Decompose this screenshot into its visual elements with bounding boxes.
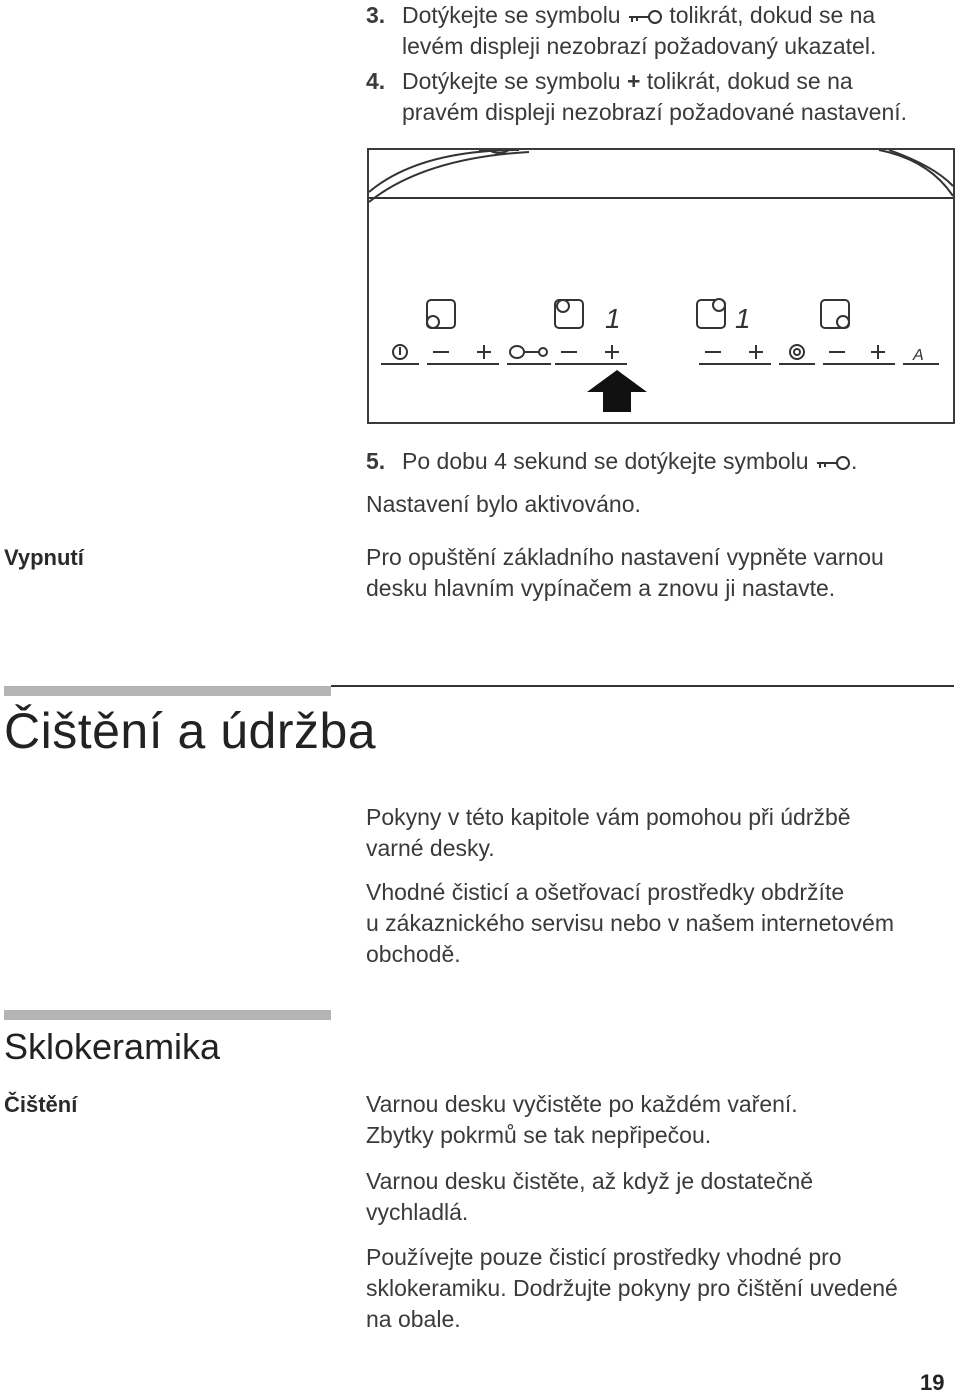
cisteni-paragraph-3: Používejte pouze čisticí prostředky vhodné pro sklokeramiku. Dodržujte pokyny pro čištění uvedené na obale. bbox=[366, 1244, 898, 1332]
key-icon bbox=[627, 8, 663, 26]
vypnuti-text: Pro opuštění základního nastavení vypněte varnou desku hlavním vypínačem a znovu ji nastavte. bbox=[366, 544, 884, 601]
intro-paragraph-2: Vhodné čisticí a ošetřovací prostředky obdržíte u zákaznického servisu nebo v našem internetovém obchodě. bbox=[366, 879, 895, 967]
step-4 bbox=[366, 66, 956, 128]
cisteni-label: Čištění bbox=[4, 1092, 78, 1117]
svg-text:1: 1 bbox=[735, 303, 751, 334]
step-text: Dotýkejte se symbolu bbox=[402, 68, 621, 94]
svg-text:1: 1 bbox=[605, 303, 621, 334]
step-result: Nastavení bylo aktivováno. bbox=[366, 491, 641, 517]
vypnuti-label: Vypnutí bbox=[4, 545, 84, 570]
section-title: Čištění a údržba bbox=[4, 703, 377, 759]
cooktop-diagram bbox=[367, 148, 955, 424]
section-rule bbox=[331, 685, 954, 687]
step-text: Dotýkejte se symbolu bbox=[402, 2, 621, 28]
step-5: 5. Po dobu 4 sekund se dotýkejte symbolu . Nastavení bylo aktivováno. bbox=[366, 446, 956, 520]
step-3 bbox=[366, 0, 956, 62]
step-text-line2: pravém displeji nezobrazí požadované nastavení. bbox=[402, 99, 908, 125]
section-graybar bbox=[4, 686, 331, 696]
step-text-cont: tolikrát, dokud se na bbox=[646, 68, 853, 94]
key-icon bbox=[815, 454, 851, 472]
cisteni-paragraph-1: Varnou desku vyčistěte po každém vaření. Zbytky pokrmů se tak nepřipečou. bbox=[366, 1091, 798, 1148]
step-text-line2: levém displeji nezobrazí požadovaný ukazatel. bbox=[402, 33, 877, 59]
intro-paragraph-1: Pokyny v této kapitole vám pomohou při údržbě varné desky. bbox=[366, 804, 851, 861]
step-number: 3. bbox=[366, 2, 386, 28]
step-text: Po dobu 4 sekund se dotýkejte symbolu bbox=[402, 448, 809, 474]
zone-front-right-icon bbox=[821, 300, 849, 328]
step-number: 4. bbox=[366, 68, 386, 94]
cisteni-paragraph-2: Varnou desku čistěte, až když je dostatečně vychladlá. bbox=[366, 1168, 814, 1225]
subsection-title: Sklokeramika bbox=[4, 1026, 221, 1067]
zone-front-left-icon bbox=[427, 300, 455, 328]
cooktop-illustration bbox=[369, 150, 953, 422]
zone-rear-right-icon bbox=[697, 299, 725, 328]
arrow-up-icon bbox=[587, 370, 647, 412]
step-text-cont: tolikrát, dokud se na bbox=[669, 2, 876, 28]
zone-rear-left-icon bbox=[555, 300, 583, 328]
page-number: 19 bbox=[920, 1370, 945, 1395]
svg-text:A: A bbox=[913, 347, 924, 364]
subsection-graybar bbox=[4, 1010, 331, 1020]
plus-symbol: + bbox=[626, 68, 641, 94]
step-number: 5. bbox=[366, 448, 386, 474]
